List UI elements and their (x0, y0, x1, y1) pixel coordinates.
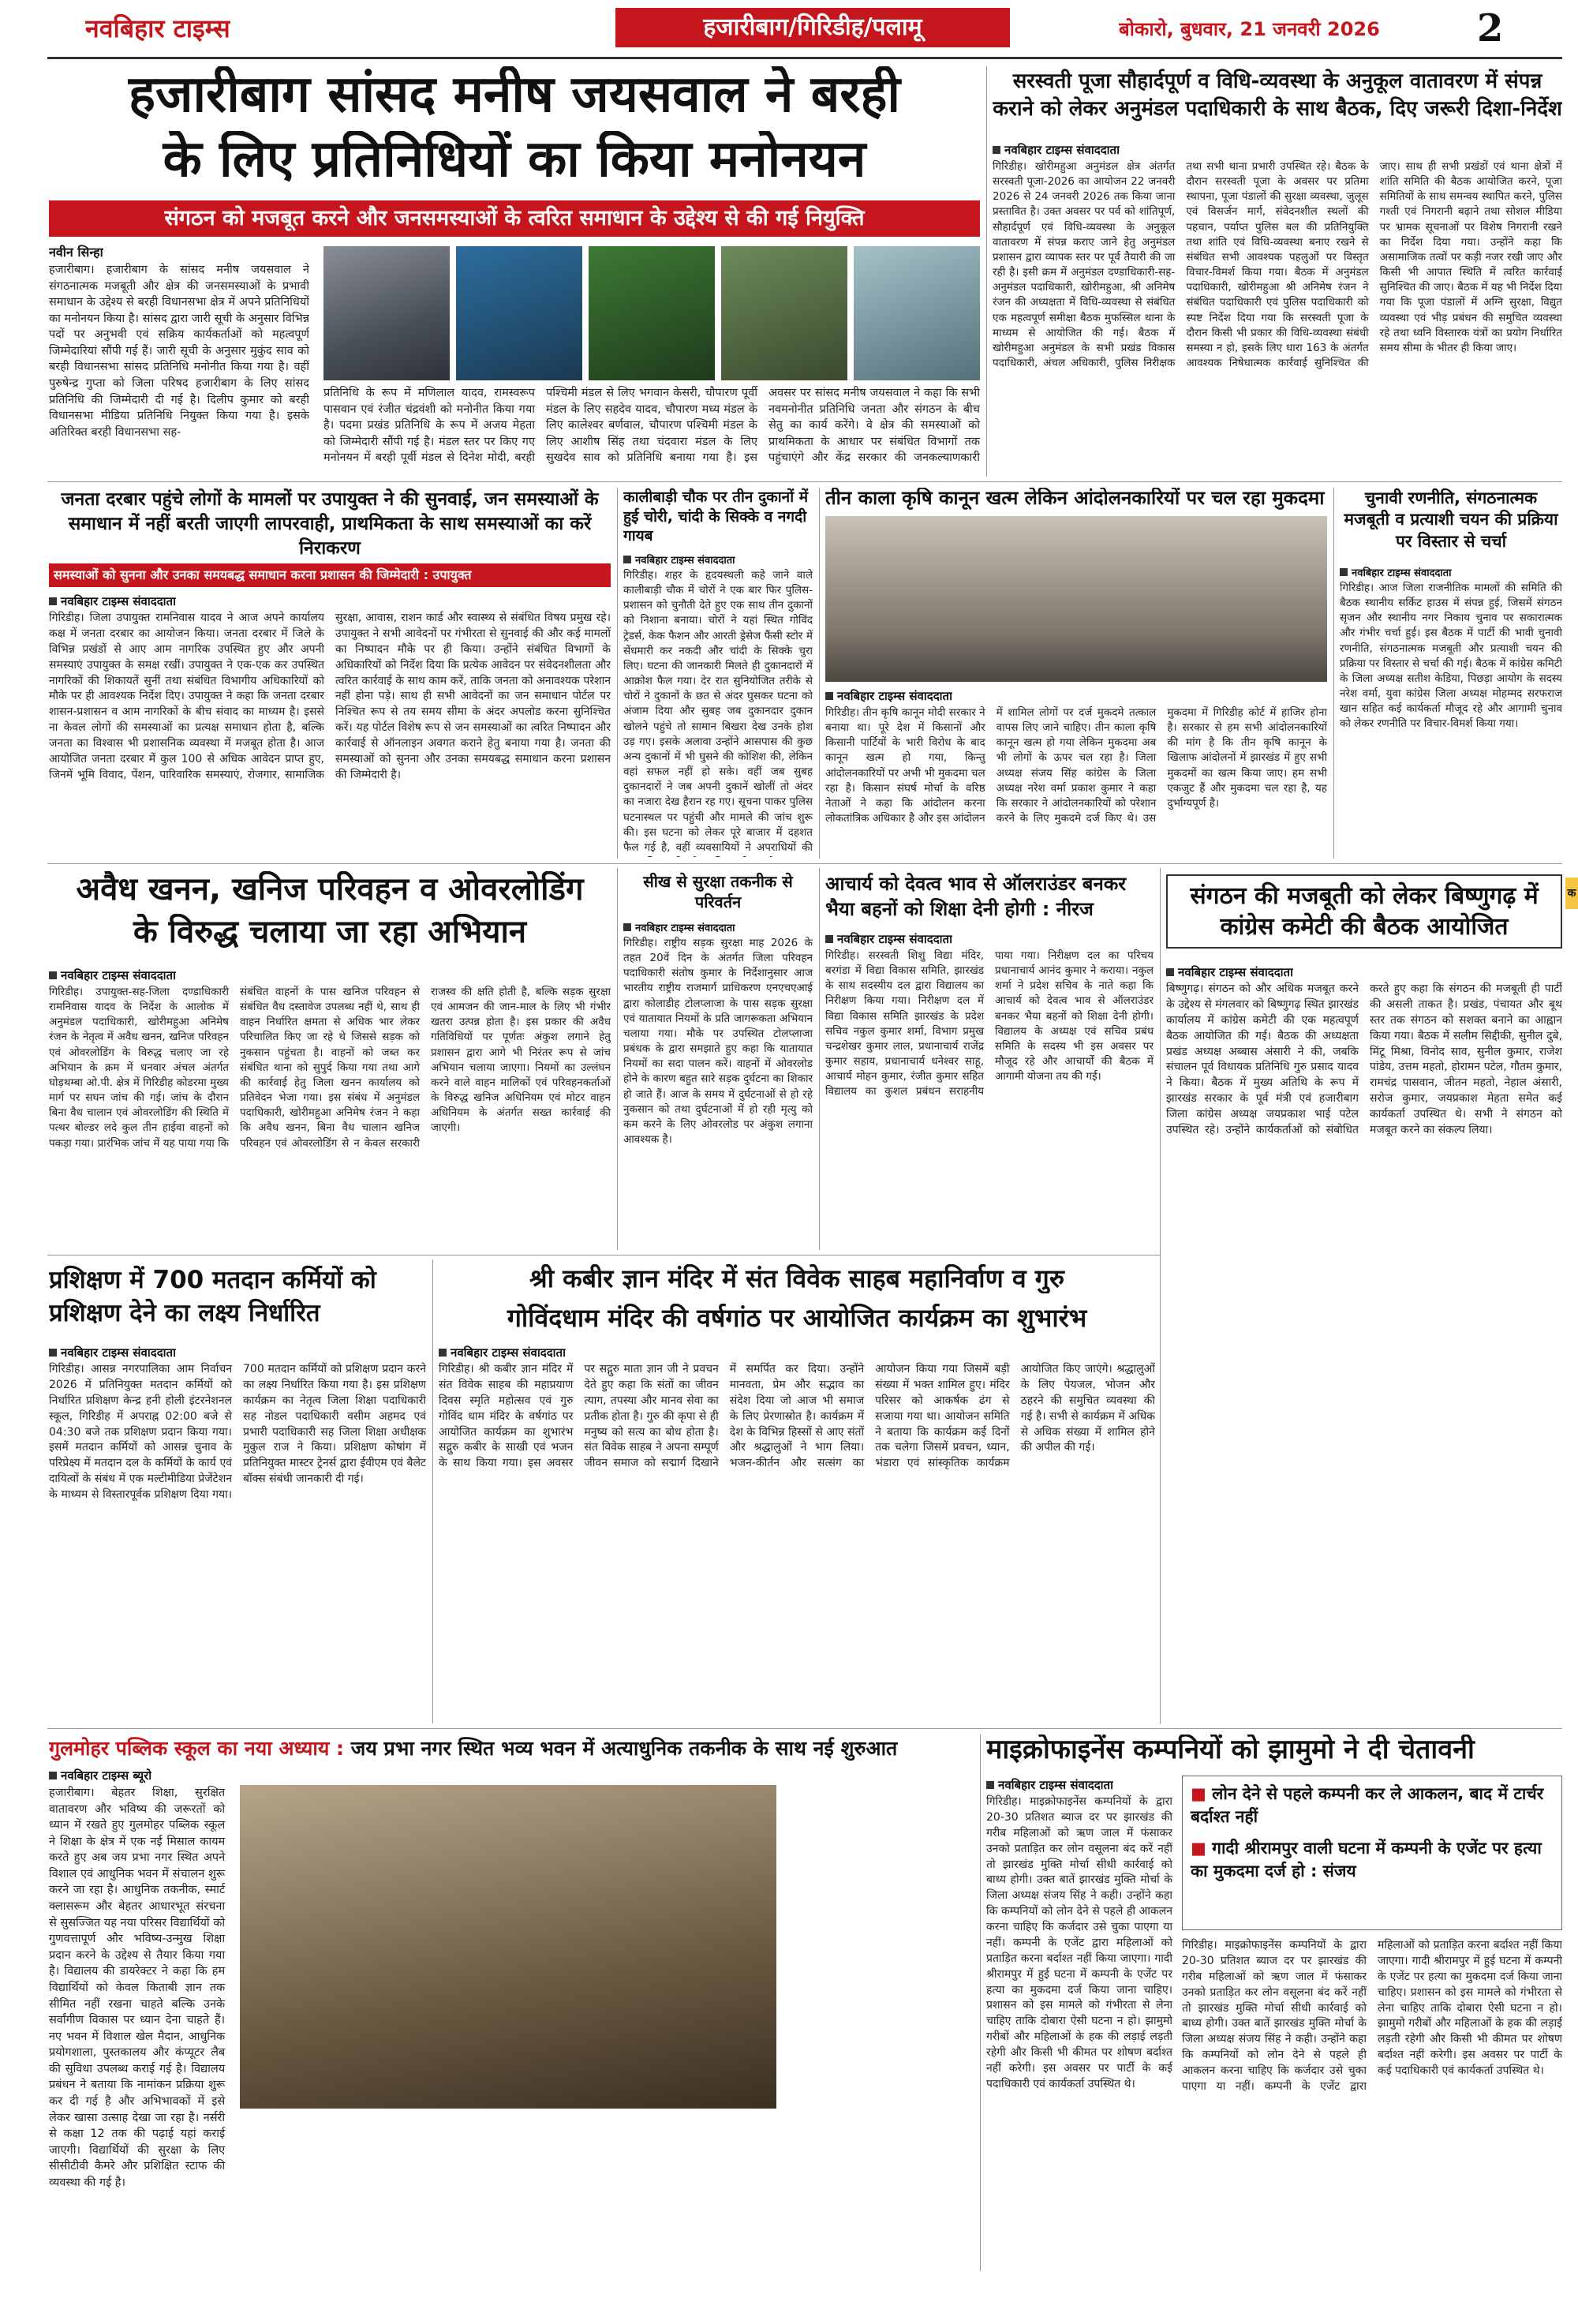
section-label: हजारीबाग/गिरिडीह/पलामू (615, 8, 1010, 47)
masthead (0, 0, 1578, 62)
story3-subheadline: समस्याओं को सुनना और उनका समयबद्ध समाधान करना प्रशासन की जिम्मेदारी : उपायुक्त (49, 563, 611, 587)
story1-byline: नवीन सिन्हा (49, 245, 103, 260)
story11-byline: नवबिहार टाइम्स संवाददाता (49, 1345, 176, 1360)
story2-text: गिरिडीह। खोरीमहुआ अनुमंडल क्षेत्र अंतर्गत सरस्वती पूजा-2026 का आयोजन 22 जनवरी 2026 से 24 जनवरी 2026 तक किया जाना प्रस्तावित है। उक्त अवसर पर पर्व को शांतिपूर्ण, सौहार्दपूर्ण एवं विधि-व्यवस्था के अनुकूल वातावरण में संपन्न कराए जाने हेतु अनुमंडल प्रशासन द्वारा व्यापक स्तर पर पूर्व तैयारी की जा रही है। इसी क्रम में अनुमंडल दण्डाधिकारी-सह-अनुमंडल पदाधिकारी, खोरीमहुआ, श्री अनिमेष रंजन की अध्यक्षता में विधि-व्यवस्था से संबंधित एक महत्वपूर्ण समीक्षा बैठक मुफस्सिल थाना के माध्यम से आयोजित की गई। बैठक में खोरीमहुआ अनुमंडल के सभी प्रखंड विकास पदाधिकारी, अंचल अधिकारी, पुलिस निरीक्षक तथा सभी थाना प्रभारी उपस्थित रहे। बैठक के दौरान सरस्वती पूजा के अवसर पर प्रतिमा स्थापना, पूजा पंडालों की सुरक्षा व्यवस्था, जुलूस एवं विसर्जन मार्ग, संवेदनशील स्थलों की पहचान, पर्याप्त पुलिस बल की प्रतिनियुक्ति तथा शांति एवं विधि-व्यवस्था बनाए रखने से संबंधित सभी आवश्यक पहलुओं पर विस्तृत विचार-विमर्श किया गया। बैठक में अनुमंडल पदाधिकारी, खोरीमहुआ श्री अनिमेष रंजन ने संबंधित पदाधिकारी एवं पुलिस पदाधिकारी को स्पष्ट निर्देश दिया गया कि सरस्वती पूजा के दौरान किसी भी प्रकार की विधि-व्यवस्था संबंधी समस्या न हो, इसके लिए धारा 163 के अंतर्गत आवश्यक निषेधात्मक कार्रवाई सुनिश्चित की जाए। साथ ही सभी प्रखंडों एवं थाना क्षेत्रों में शांति समिति की बैठक आयोजित करने, पूजा समितियों के साथ समन्वय स्थापित करने, पुलिस गश्ती एवं निगरानी बढ़ाने तथा सोशल मीडिया पर भ्रामक सूचनाओं पर विशेष निगरानी रखने का निर्देश दिया गया। उन्होंने कहा कि असामाजिक तत्वों पर कड़ी नजर रखी जाए और किसी भी आपात स्थिति में त्वरित कार्रवाई सुनिश्चित की जाए। बैठक में यह भी निर्देश दिया गया कि पूजा पंडालों में अग्नि सुरक्षा, विद्युत व्यवस्था एवं भीड़ प्रबंधन की समुचित व्यवस्था रहे तथा ध्वनि विस्तारक यंत्रों का प्रयोग निर्धारित समय सीमा के भीतर ही किया जाए। (993, 160, 1562, 370)
story14-text-right: गिरिडीह। माइक्रोफाइनेंस कम्पनियों के द्वारा 20-30 प्रतिशत ब्याज दर पर झारखंड की गरीब महिलाओं को ऋण जाल में फंसाकर उनको प्रताड़ित कर लोन वसूलना बंद करें नहीं तो झारखंड मुक्ति मोर्चा सीधी कार्रवाई को बाध्य होगी। उक्त बातें झारखंड मुक्ति मोर्चा के जिला अध्यक्ष संजय सिंह ने कही। उन्होंने कहा कि कम्पनियों को लोन देने से पहले ही आकलन करना चाहिए कि कर्जदार उसे चुका पाएगा या नहीं। कम्पनी के एजेंट द्वारा महिलाओं को प्रताड़ित करना बर्दाश्त नहीं किया जाएगा। गादी श्रीरामपुर में हुई घटना में कम्पनी के एजेंट पर हत्या का मुकदमा दर्ज किया जाना चाहिए। प्रशासन को इस मामले को गंभीरता से लेना चाहिए ताकि दोबारा ऐसी घटना न हो। झामुमो गरीबों और महिलाओं के हक की लड़ाई लड़ती रहेगी और किसी भी कीमत पर शोषण बर्दाश्त नहीं करेगी। इस अवसर पर पार्टी के कई पदाधिकारी एवं कार्यकर्ता उपस्थित थे। (1182, 1939, 1562, 2093)
story1-headline-line1: हजारीबाग सांसद मनीष जयसवाल ने बरही (128, 66, 901, 124)
story3-headline: जनता दरबार पहुंचे लोगों के मामलों पर उपायुक्त ने की सुनवाई, जन समस्याओं के समाधान में नहीं बरती जाएगी लापरवाही, प्राथमिकता के साथ समस्याओं का करें निराकरण (61, 489, 599, 559)
story4-text: गिरिडीह। शहर के हृदयस्थली कहे जाने वाले कालीबाड़ी चौक में चोरों ने एक बार फिर पुलिस-प्रशासन को चुनौती देते हुए एक साथ तीन दुकानों को निशाना बनाया। चोरों ने यहां स्थित गोविंद ट्रेडर्स, केक फैशन और आरती ड्रेसेज फैंसी स्टोर में सेंधमारी कर नकदी और चांदी के सिक्के चुरा लिए। घटना की जानकारी मिलते ही दुकानदारों में आक्रोश फैल गया। देर रात सुनियोजित तरीके से चोरों ने दुकानों के छत से अंदर घुसकर घटना को अंजाम दिया और सुबह जब दुकानदार दुकान खोलने पहुंचे तो सामान बिखरा देख उनके होश उड़ गए। इसके अलावा उन्होंने आसपास की कुछ अन्य दुकानों में भी घुसने की कोशिश की, लेकिन वहां सफल नहीं हो सके। वहीं जब सुबह दुकानदारों ने जब अपनी दुकानें खोलीं तो अंदर का नजारा देख हैरान रह गए। सूचना पाकर पुलिस घटनास्थल पर पहुंची और मामले की जांच शुरू की। इस घटना को लेकर पूरे बाजार में दहशत फैल गई है, वहीं व्यवसायियों ने अपराधियों की (623, 569, 813, 854)
column-rule (1160, 868, 1161, 1724)
story7-headline-line1: अवैध खनन, खनिज परिवहन व ओवरलोडिंग (76, 871, 584, 908)
story3-text: गिरिडीह। जिला उपायुक्त रामनिवास यादव ने आज अपने कार्यालय कक्ष में जनता दरबार का आयोजन किया। जनता दरबार में जिले के विभिन्न प्रखंडों से आए आम नागरिक उपस्थित हुए और अपनी समस्याएं उपायुक्त के समक्ष रखीं। उपायुक्त ने एक-एक कर उपस्थित नागरिकों की शिकायतें सुनीं तथा संबंधित विभागीय अधिकारियों को मौके पर ही आवश्यक निर्देश दिए। उपायुक्त ने कहा कि जनता दरबार शासन-प्रशासन व आम नागरिकों के बीच संवाद का माध्यम है। इससे ना केवल लोगों की समस्याओं का प्रत्यक्ष समाधान होता है, बल्कि जनता का विश्वास भी प्रशासनिक व्यवस्था में मजबूत होता है। आज आयोजित जनता दरबार में कुल 100 से अधिक आवेदन प्राप्त हुए, जिनमें भूमि विवाद, पेंशन, पारिवारिक समस्याएं, रोजगार, सामाजिक सुरक्षा, आवास, राशन कार्ड और स्वास्थ्य से संबंधित विषय प्रमुख रहे। उपायुक्त ने सभी आवेदनों पर गंभीरता से सुनवाई की और कई मामलों का निष्पादन मौके पर ही किया। उन्होंने संबंधित विभागों के अधिकारियों को निर्देश दिया कि प्रत्येक आवेदन पर संवेदनशीलता और त्वरित कार्रवाई के साथ काम करें, ताकि जनता को अनावश्यक परेशान नहीं होना पड़े। साथ ही सभी आवेदनों का जन समाधान पोर्टल पर निश्चित रूप से तय समय सीमा के अंदर अपलोड करना सुनिश्चित करें। यह पोर्टल विशेष रूप से जन समस्याओं का त्वरित निष्पादन और कार्रवाई से ऑनलाइन अवगत कराने हेतु बनाया गया है। जनता की समस्याओं को सुनना और उनका समयबद्ध समाधान करना प्रशासन की जिम्मेदारी है। (49, 612, 611, 781)
story9-headline: आचार्य को देवत्व भाव से ऑलराउंडर बनकर भैया बहनों को शिक्षा देनी होगी : नीरज (825, 873, 1127, 921)
photo-portrait-4 (721, 246, 847, 380)
row-rule (47, 863, 1562, 864)
bullet-square-icon: ■ (1191, 1838, 1213, 1858)
story13-headline-rest: जय प्रभा नगर स्थित भव्य भवन में अत्याधुनिक तकनीक के साथ नई शुरुआत (350, 1737, 898, 1760)
story14-byline: नवबिहार टाइम्स संवाददाता (986, 1777, 1113, 1793)
masthead-rule (47, 57, 1562, 59)
story-shop-theft (623, 488, 813, 859)
story9-byline: नवबिहार टाइम्स संवाददाता (825, 931, 952, 947)
story14-text-left: गिरिडीह। माइक्रोफाइनेंस कम्पनियों के द्वारा 20-30 प्रतिशत ब्याज दर पर झारखंड की गरीब महिलाओं को ऋण जाल में फंसाकर उनको प्रताड़ित कर लोन वसूलना बंद करें नहीं तो झारखंड मुक्ति मोर्चा सीधी कार्रवाई को बाध्य होगी। उक्त बातें झारखंड मुक्ति मोर्चा के जिला अध्यक्ष संजय सिंह ने कही। उन्होंने कहा कि कम्पनियों को लोन देने से पहले ही आकलन करना चाहिए कि कर्जदार उसे चुका पाएगा या नहीं। कम्पनी के एजेंट द्वारा महिलाओं को प्रताड़ित करना बर्दाश्त नहीं किया जाएगा। गादी श्रीरामपुर में हुई घटना में कम्पनी के एजेंट पर हत्या का मुकदमा दर्ज किया जाना चाहिए। प्रशासन को इस मामले को गंभीरता से लेना चाहिए ताकि दोबारा ऐसी घटना न हो। झामुमो गरीबों और महिलाओं के हक की लड़ाई लड़ती रहेगी और किसी भी कीमत पर शोषण बर्दाश्त नहीं करेगी। इस अवसर पर पार्टी के कई पदाधिकारी एवं कार्यकर्ता उपस्थित थे। (986, 1795, 1172, 2090)
story7-headline-line2: के विरुद्ध चलाया जा रहा अभियान (133, 914, 527, 950)
story-microfinance-warning (986, 1735, 1562, 2271)
story12-text: गिरिडीह। श्री कबीर ज्ञान मंदिर में संत विवेक साहब की महाप्रयाण दिवस स्मृति महोत्सव एवं गुरु गोविंद धाम मंदिर के वर्षगांठ पर आयोजित कार्यक्रम का शुभारंभ सद्गुरु कबीर के साखी एवं भजन के साथ किया गया। इस अवसर पर सद्गुरु माता ज्ञान जी ने प्रवचन देते हुए कहा कि संतों का जीवन त्याग, तपस्या और मानव सेवा का प्रतीक होता है। गुरु की कृपा से ही मनुष्य को सत्य का बोध होता है। संत विवेक साहब ने अपना सम्पूर्ण जीवन समाज को सद्मार्ग दिखाने में समर्पित कर दिया। उन्होंने मानवता, प्रेम और सद्भाव का संदेश दिया जो आज भी समाज के लिए प्रेरणास्रोत है। कार्यक्रम में देश के विभिन्न हिस्सों से आए संतों और श्रद्धालुओं ने भाग लिया। भजन-कीर्तन और सत्संग का आयोजन किया गया जिसमें बड़ी संख्या में भक्त शामिल हुए। मंदिर परिसर को आकर्षक ढंग से सजाया गया था। आयोजन समिति ने बताया कि कार्यक्रम कई दिनों तक चलेगा जिसमें प्रवचन, ध्यान, भंडारा एवं सांस्कृतिक कार्यक्रम आयोजित किए जाएंगे। श्रद्धालुओं के लिए पेयजल, भोजन और ठहरने की समुचित व्यवस्था की गई है। सभी से कार्यक्रम में अधिक से अधिक संख्या में शामिल होने की अपील की गई। (439, 1363, 1155, 1470)
story12-headline-line2: गोविंदधाम मंदिर की वर्षगांठ पर आयोजित कार्यक्रम का शुभारंभ (507, 1304, 1087, 1333)
story5-text: गिरिडीह। तीन कृषि कानून मोदी सरकार ने बनाया था। पूरे देश में किसानों और किसानी पार्टियों के भारी विरोध के बाद कानून खत्म हो गया, किन्तु आंदोलनकारियों पर अभी भी मुकदमा चल रहा है। किसान संघर्ष मोर्चा के वरिष्ठ नेताओं ने कहा कि आंदोलन करना लोकतांत्रिक अधिकार है और इस आंदोलन में शामिल लोगों पर दर्ज मुकदमे तत्काल वापस लिए जाने चाहिए। तीन काला कृषि कानून खत्म हो गया लेकिन मुकदमा अब भी लोगों के ऊपर चल रहा है। जिला अध्यक्ष संजय सिंह कांग्रेस के जिला अध्यक्ष नरेश वर्मा प्रकाश कुमार ने कहा कि सरकार ने आंदोलनकारियों को परेशान करने के लिए मुकदमे दर्ज किए थे। उस मुकदमा में गिरिडीह कोर्ट में हाजिर होना है। सरकार से हम सभी आंदोलनकारियों की मांग है कि तीन कृषि कानून के खिलाफ आंदोलनों में झारखंड में हुए सभी मुकदमों का खत्म किया जाए। हम सभी एकजुट हैं और मुकदमा चल रहा है, यह दुर्भाग्यपूर्ण है। (825, 706, 1327, 825)
story7-text: गिरिडीह। उपायुक्त-सह-जिला दण्डाधिकारी रामनिवास यादव के निर्देश के आलोक में अनुमंडल पदाधिकारी, खोरीमहुआ अनिमेष रंजन के नेतृत्व में अवैध खनन, खनिज परिवहन एवं ओवरलोडिंग के विरुद्ध चलाए जा रहे अभियान के क्रम में धनवार अंचल अंतर्गत घोड़थम्बा ओ.पी. क्षेत्र में गिरिडीह कोडरमा मुख्य मार्ग पर सघन जांच की गई। जांच के दौरान बिना वैध चालान एवं ओवरलोडिंग की स्थिति में पत्थर बोल्डर लदे कुल तीन हाईवा वाहनों को पकड़ा गया। प्रारंभिक जांच में यह पाया गया कि संबंधित वाहनों के पास खनिज परिवहन से संबंधित वैध दस्तावेज उपलब्ध नहीं थे, साथ ही वाहन निर्धारित क्षमता से अधिक भार लेकर परिचालित किए जा रहे थे जिससे सड़क को नुकसान पहुंचता है। वाहनों को जब्त कर संबंधित थाना को सुपुर्द किया गया तथा आगे की कार्रवाई हेतु जिला खनन कार्यालय को प्रतिवेदन भेजा गया। इस संबंध में अनुमंडल पदाधिकारी, खोरीमहुआ अनिमेष रंजन ने कहा कि अवैध खनन, बिना वैध चालान खनिज परिवहन एवं ओवरलोडिंग से न केवल सरकारी राजस्व की क्षति होती है, बल्कि सड़क सुरक्षा एवं आमजन की जान-माल के लिए भी गंभीर खतरा उत्पन्न होता है। इस प्रकार की अवैध गतिविधियों पर पूर्णतः अंकुश लगाने हेतु प्रशासन द्वारा आगे भी निरंतर रूप से जांच अभियान चलाया जाएगा। नियमों का उल्लंघन करने वाले वाहन मालिकों एवं परिवहनकर्ताओं के विरुद्ध खनिज अधिनियम एवं मोटर वाहन अधिनियम के अंतर्गत सख्त कार्रवाई की जाएगी। (49, 986, 611, 1150)
column-rule (617, 868, 618, 1250)
row-rule (47, 481, 1562, 482)
story-congress-strategy (1340, 488, 1562, 859)
story-saraswati-puja (993, 66, 1562, 477)
story14-bullet-2-text: गादी श्रीरामपुर वाली घटना में कम्पनी के एजेंट पर हत्या का मुकदमा दर्ज हो : संजय (1191, 1838, 1542, 1881)
story12-byline: नवबिहार टाइम्स संवाददाता (439, 1345, 566, 1360)
photo-portrait-1 (323, 246, 450, 380)
column-rule (819, 488, 820, 859)
story14-headline: माइक्रोफाइनेंस कम्पनियों को झामुमो ने दी चेतावनी (986, 1735, 1475, 1765)
story-congress-bishnugarh (1166, 868, 1562, 1724)
bullet-square-icon: ■ (1191, 1784, 1213, 1803)
row-rule (47, 1728, 1562, 1729)
column-rule (980, 1735, 981, 2271)
photo-portrait-3 (589, 246, 715, 380)
side-badge: क (1565, 878, 1578, 909)
story-polling-training (49, 1259, 426, 1723)
story11-headline: प्रशिक्षण में 700 मतदान कर्मियों को प्रशिक्षण देने का लक्ष्य निर्धारित (49, 1266, 376, 1327)
story6-byline: नवबिहार टाइम्स संवाददाता (1340, 565, 1452, 579)
story12-headline-line1: श्री कबीर ज्ञान मंदिर में संत विवेक साहब महानिर्वाण व गुरु (529, 1264, 1064, 1293)
photo-school-inauguration (240, 1785, 776, 2109)
story8-text: गिरिडीह। राष्ट्रीय सड़क सुरक्षा माह 2026 के तहत 20वें दिन के अंतर्गत जिला परिवहन पदाधिकारी संतोष कुमार के निर्देशानुसार आज भारतीय राष्ट्रीय राजमार्ग प्राधिकरण एनएचएआई द्वारा कोलाडीह टोलप्लाजा के पास सड़क सुरक्षा एवं यातायात नियमों के प्रति जागरूकता अभियान चलाया गया। मौके पर उपस्थित टोलप्लाजा प्रबंधक के द्वारा समझाते हुए कहा कि यातायात नियमों का सदा पालन करें। वाहनों में ओवरलोड होने के कारण बहुत सारे सड़क दुर्घटना का शिकार हो जाते हैं। आज के समय में दुर्घटनाओं से हो रहे नुकसान को तथा दुर्घटनाओं में हो रही मृत्यु को कम करने के लिए ओवरलोड पर अंकुश लगाना आवश्यक है। (623, 937, 813, 1147)
story3-byline: नवबिहार टाइम्स संवाददाता (49, 593, 176, 609)
page-number: 2 (1477, 6, 1504, 51)
story10-byline: नवबिहार टाइम्स संवाददाता (1166, 964, 1293, 980)
story14-bullet-1 (1191, 1783, 1554, 1829)
story8-headline: सीख से सुरक्षा तकनीक से परिवर्तन (643, 872, 793, 911)
story-janata-darbar (49, 488, 611, 859)
story13-headline-lead: गुलमोहर पब्लिक स्कूल का नया अध्याय : (49, 1737, 345, 1760)
photo-portrait-2 (456, 246, 582, 380)
story2-byline: नवबिहार टाइम्स संवाददाता (993, 142, 1120, 158)
dateline: बोकारो, बुधवार, 21 जनवरी 2026 (1119, 18, 1380, 40)
story10-headline: संगठन की मजबूती को लेकर बिष्णुगढ़ में कांग्रेस कमेटी की बैठक आयोजित (1166, 874, 1562, 949)
story13-byline: नवबिहार टाइम्स ब्यूरो (49, 1768, 151, 1783)
story4-byline: नवबिहार टाइम्स संवाददाता (623, 552, 735, 567)
story-kabir-temple (439, 1259, 1155, 1723)
story-gulmohar-school (49, 1735, 974, 2271)
story2-headline: सरस्वती पूजा सौहार्दपूर्ण व विधि-व्यवस्था के अनुकूल वातावरण में संपन्न कराने को लेकर अनुमंडल पदाधिकारी के साथ बैठक, दिए जरूरी दिशा-निर्देश (993, 69, 1562, 122)
story5-byline: नवबिहार टाइम्स संवाददाता (825, 688, 952, 704)
story-mp-nominations (49, 66, 980, 477)
story-illegal-mining (49, 868, 611, 1250)
story1-text-left: हजारीबाग। हजारीबाग के सांसद मनीष जयसवाल ने संगठनात्मक मजबूती और क्षेत्र की जनसमस्याओं के प्रभावी समाधान के उद्देश्य से बरही विधानसभा क्षेत्र में अपने प्रतिनिधियों का मनोनयन किया है। सांसद द्वारा जारी सूची के अनुसार विभिन्न पदों पर अनुभवी एवं सक्रिय कार्यकर्ताओं को महत्वपूर्ण जिम्मेदारियां सौंपी गई हैं। जारी सूची के अनुसार मुकुंद साव को बरही विधानसभा सांसद प्रतिनिधि मनोनीत किया गया है। वहीं पुरुषेन्द्र गुप्ता को जिला परिषद हजारीबाग के लिए सांसद प्रतिनिधि की जिम्मेदारी दी गई है। दिलीप कुमार को बरही विधानसभा मीडिया प्रतिनिधि नियुक्त किया गया है। इसके अतिरिक्त बरही विधानसभा सह- (49, 264, 309, 439)
story4-headline: कालीबाड़ी चौक पर तीन दुकानों में हुई चोरी, चांदी के सिक्के व नगदी गायब (623, 488, 809, 545)
paper-name: नवबिहार टाइम्स (85, 13, 230, 43)
story-road-safety (623, 868, 813, 1250)
story14-bullet-box (1182, 1776, 1562, 1930)
story13-text: हजारीबाग। बेहतर शिक्षा, सुरक्षित वातावरण और भविष्य की जरूरतों को ध्यान में रखते हुए गुलमोहर पब्लिक स्कूल ने शिक्षा के क्षेत्र में एक नई मिसाल कायम करते हुए अब जय प्रभा नगर स्थित अपने विशाल एवं आधुनिक भवन में संचालन शुरू करने जा रहा है। आधुनिक तकनीक, स्मार्ट क्लासरूम और बेहतर आधारभूत संरचना से सुसज्जित यह नया परिसर विद्यार्थियों को गुणवत्तापूर्ण और भविष्य-उन्मुख शिक्षा प्रदान करने के उद्देश्य से तैयार किया गया है। विद्यालय की डायरेक्टर ने कहा कि हम विद्यार्थियों को केवल किताबी ज्ञान तक सीमित नहीं रखना चाहते बल्कि उनके सर्वांगीण विकास पर ध्यान देना चाहते हैं। नए भवन में विशाल खेल मैदान, आधुनिक प्रयोगशाला, पुस्तकालय और कंप्यूटर लैब की सुविधा उपलब्ध कराई गई है। विद्यालय प्रबंधन ने बताया कि नामांकन प्रक्रिया शुरू कर दी गई है और अभिभावकों में इसे लेकर खासा उत्साह देखा जा रहा है। नर्सरी से कक्षा 12 तक की पढ़ाई यहां कराई जाएगी। विद्यार्थियों की सुरक्षा के लिए सीसीटीवी कैमरे और प्रशिक्षित स्टाफ की व्यवस्था की गई है। (49, 1787, 226, 2189)
column-rule (432, 1259, 433, 1723)
story14-bullet-2 (1191, 1837, 1554, 1884)
photo-farm-protest-group (825, 516, 1327, 682)
story1-text-right: प्रतिनिधि के रूप में मणिलाल यादव, रामस्वरूप पासवान एवं रंजीत चंद्रवंशी को मनोनीत किया गया है। पदमा प्रखंड प्रतिनिधि के रूप में अजय मेहता को जिम्मेदारी सौंपी गई है। मंडल स्तर पर किए गए मनोनयन में बरही पूर्वी मंडल से दिनेश मोदी, बरही पश्चिमी मंडल से लिए भगवान केसरी, चौपारण पूर्वी मंडल के लिए सहदेव यादव, चौपारण मध्य मंडल के लिए कालेश्वर बर्णवाल, चौपारण पश्चिमी मंडल के लिए आशीष सिंह तथा चंदवारा मंडल के लिए सुखदेव साव को प्रतिनिधि बनाया गया है। इस अवसर पर सांसद मनीष जयसवाल ने कहा कि सभी नवमनोनीत प्रतिनिधि जनता और संगठन के बीच सेतु का कार्य करेंगे। वे क्षेत्र की समस्याओं को प्राथमिकता के आधार पर संबंधित विभागों तक पहुंचाएंगे और केंद्र सरकार की जनकल्याणकारी (323, 387, 980, 465)
column-rule (819, 868, 820, 1250)
story1-headline-line2: के लिए प्रतिनिधियों का किया मनोनयन (163, 131, 866, 189)
row-rule (47, 1255, 1160, 1256)
story-farm-laws (825, 488, 1327, 859)
story8-byline: नवबिहार टाइम्स संवाददाता (623, 920, 735, 934)
story11-text: गिरिडीह। आसन्न नगरपालिका आम निर्वाचन 2026 में प्रतिनियुक्त मतदान कर्मियों को निर्धारित प्रशिक्षण केन्द्र हनी होली इंटरनेशनल स्कूल, गिरिडीह में अपराह्न 02:00 बजे से 04:30 बजे तक प्रशिक्षण प्रदान किया गया। इसमें मतदान कर्मियों को आसन्न चुनाव के परिप्रेक्ष्य में मतदान दल के कर्मियों के कार्य एवं दायित्वों के संबंध में एक मल्टीमीडिया प्रेजेंटेशन के माध्यम से विस्तारपूर्वक प्रशिक्षण दिया गया। 700 मतदान कर्मियों को प्रशिक्षण प्रदान करने का लक्ष्य निर्धारित किया गया है। इस प्रशिक्षण कार्यक्रम का नेतृत्व जिला शिक्षा पदाधिकारी सह नोडल पदाधिकारी वसीम अहमद एवं प्रभारी पदाधिकारी सह जिला शिक्षा अधीक्षक मुकुल राज ने किया। प्रशिक्षण कोषांग में प्रतिनियुक्त मास्टर ट्रेनर्स द्वारा ईवीएम एवं बैलेट बॉक्स संबंधी जानकारी दी गई। (49, 1363, 426, 1501)
story5-headline: तीन काला कृषि कानून खत्म लेकिन आंदोलनकारियों पर चल रहा मुकदमा (825, 488, 1325, 509)
story10-text: बिष्णुगढ़। संगठन को और अधिक मजबूत करने के उद्देश्य से मंगलवार को बिष्णुगढ़ स्थित झारखंड कार्यालय में कांग्रेस कमेटी की एक महत्वपूर्ण बैठक आयोजित की गई। बैठक की अध्यक्षता प्रखंड अध्यक्ष अब्बास अंसारी ने की, जबकि संचालन पूर्व विधायक प्रतिनिधि गुरु प्रसाद यादव ने किया। बैठक में मुख्य अतिथि के रूप में झारखंड सरकार के पूर्व मंत्री एवं हजारीबाग जिला कांग्रेस अध्यक्ष जयप्रकाश भाई पटेल उपस्थित रहे। उन्होंने कार्यकर्ताओं को संबोधित करते हुए कहा कि संगठन की मजबूती ही पार्टी की असली ताकत है। प्रखंड, पंचायत और बूथ स्तर तक संगठन को सशक्त बनाने का आह्वान किया गया। बैठक में सलीम सिद्दीकी, सुनील दुबे, मिंटू मिश्रा, विनोद साव, सुनील कुमार, राजेश पांडेय, उत्तम महतो, होरामन पटेल, गौतम कुमार, रामचंद्र पासवान, जीतन महतो, नेहाल अंसारी, सरोज कुमार, जयप्रकाश मेहता समेत कई कार्यकर्ता उपस्थित थे। सभी ने संगठन को मजबूत करने का संकल्प लिया। (1166, 982, 1562, 1136)
story9-text: गिरिडीह। सरस्वती शिशु विद्या मंदिर, बरगंडा में विद्या विकास समिति, झारखंड के साथ सदस्यीय दल द्वारा विद्यालय का निरीक्षण किया गया। निरीक्षण दल में विद्या विकास समिति झारखंड के प्रदेश सचिव नकुल कुमार शर्मा, विभाग प्रमुख चन्द्रशेखर कुमार लाल, प्रधानाचार्य राजेंद्र कुमार सहाय, प्रधानाचार्य धनेश्वर साहू, आचार्य मोहन कुमार, रंजीत कुमार सहित विद्यालय का कुशल प्रबंधन सराहनीय पाया गया। निरीक्षण दल का परिचय प्रधानाचार्य आनंद कुमार ने कराया। नकुल शर्मा ने प्रदेश सचिव के नाते कहा कि आचार्य को देवत्व भाव से ऑलराउंडर बनकर भैया बहनों को शिक्षा देनी होगी। विद्यालय के अध्यक्ष एवं सचिव प्रबंध समिति के सदस्य भी इस अवसर पर मौजूद रहे और आचार्यों की बैठक में आगामी योजना तय की गई। (825, 949, 1154, 1098)
column-rule (986, 66, 987, 477)
story1-subheadline: संगठन को मजबूत करने और जनसमस्याओं के त्वरित समाधान के उद्देश्य से की गई नियुक्ति (49, 200, 980, 237)
story14-bullet-1-text: लोन देने से पहले कम्पनी कर ले आकलन, बाद में टार्चर बर्दाश्त नहीं (1191, 1784, 1544, 1827)
story6-headline: चुनावी रणनीति, संगठनात्मक मजबूती व प्रत्याशी चयन की प्रक्रिया पर विस्तार से चर्चा (1344, 488, 1558, 551)
column-rule (617, 488, 618, 859)
column-rule (1333, 488, 1334, 859)
story-school-inspection (825, 868, 1154, 1250)
story13-headline (49, 1735, 974, 1761)
story7-byline: नवबिहार टाइम्स संवाददाता (49, 967, 176, 983)
photo-portrait-5 (854, 246, 980, 380)
story6-text: गिरिडीह। आज जिला राजनीतिक मामलों की समिति की बैठक स्थानीय सर्किट हाउस में संपन्न हुई, जिसमें संगठन सृजन और स्थानीय नगर निकाय चुनाव पर सकारात्मक और गंभीर चर्चा हुई। इस बैठक में पार्टी की भावी चुनावी रणनीति, संगठनात्मक मजबूती और प्रत्याशी चयन की प्रक्रिया पर विस्तार से चर्चा की गई। बैठक में कांग्रेस कमिटी के जिला अध्यक्ष सतीश केडिया, पिछड़ा आयोग के सदस्य नरेश वर्मा, युवा कांग्रेस जिला अध्यक्ष मोहम्मद सरफराज खान सहित कई कार्यकर्ता मौजूद रहे और आगामी चुनाव को लेकर रणनीति पर विचार-विमर्श किया गया। (1340, 582, 1562, 731)
